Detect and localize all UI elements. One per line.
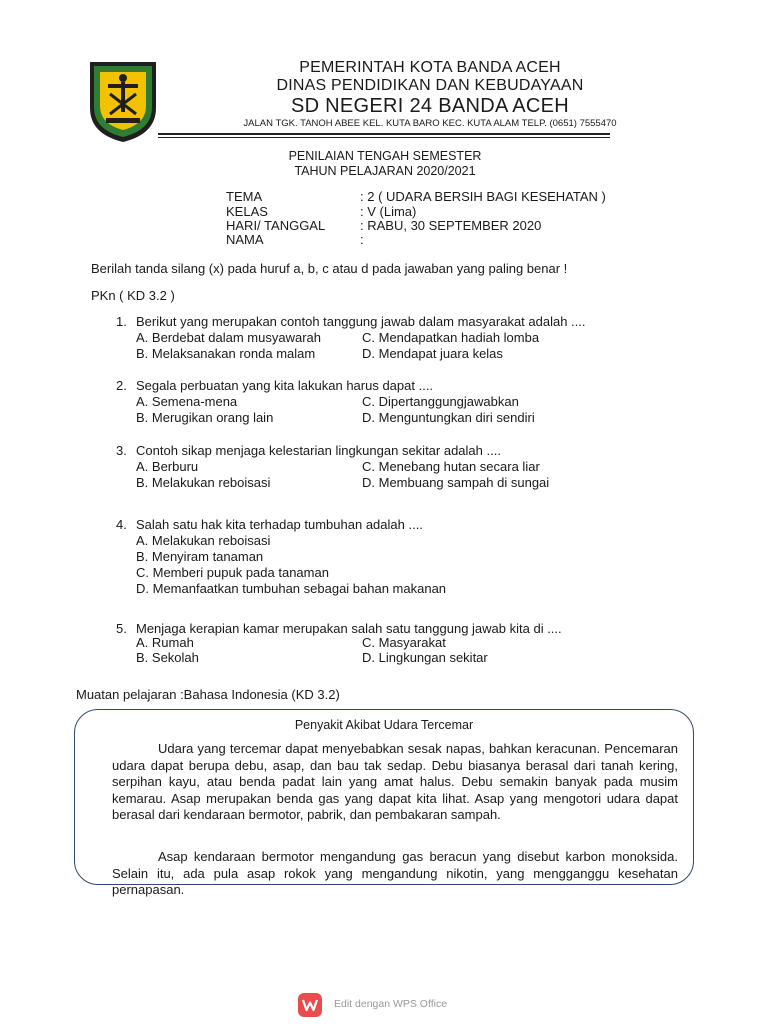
- exam-title: PENILAIAN TENGAH SEMESTER: [288, 149, 482, 163]
- meta-label-kelas: KELAS: [226, 204, 268, 219]
- meta-label-tema: TEMA: [226, 189, 263, 204]
- question-5-option-a: A. Rumah: [136, 635, 194, 650]
- header-divider: [158, 133, 610, 135]
- meta-value-tanggal: : RABU, 30 SEPTEMBER 2020: [360, 218, 542, 233]
- question-2-option-b: B. Merugikan orang lain: [136, 410, 274, 425]
- question-5-number: 5.: [116, 621, 127, 636]
- question-2-number: 2.: [116, 378, 127, 393]
- question-4-option-c: C. Memberi pupuk pada tanaman: [136, 565, 329, 580]
- meta-label-tanggal: HARI/ TANGGAL: [226, 218, 326, 233]
- question-3-option-d: D. Membuang sampah di sungai: [362, 475, 550, 490]
- question-3-number: 3.: [116, 443, 127, 458]
- question-2-text: Segala perbuatan yang kita lakukan harus dapat ....: [136, 378, 434, 393]
- question-1-number: 1.: [116, 314, 127, 329]
- header-department: DINAS PENDIDIKAN DAN KEBUDAYAAN: [276, 77, 584, 94]
- question-5-option-d: D. Lingkungan sekitar: [362, 650, 488, 665]
- question-1-option-d: D. Mendapat juara kelas: [362, 346, 503, 361]
- section-bahasa-indonesia: Muatan pelajaran :Bahasa Indonesia (KD 3.2): [76, 687, 340, 702]
- section-pkn: PKn ( KD 3.2 ): [91, 288, 175, 303]
- question-3-option-c: C. Menebang hutan secara liar: [362, 459, 540, 474]
- question-2-option-d: D. Menguntungkan diri sendiri: [362, 410, 535, 425]
- header-school-name: SD NEGERI 24 BANDA ACEH: [290, 95, 570, 117]
- question-5-option-c: C. Masyarakat: [362, 635, 446, 650]
- question-5-option-b: B. Sekolah: [136, 650, 199, 665]
- question-4-text: Salah satu hak kita terhadap tumbuhan adalah ....: [136, 517, 423, 532]
- question-2-option-a: A. Semena-mena: [136, 394, 238, 409]
- meta-value-nama: :: [360, 232, 364, 247]
- reading-title: Penyakit Akibat Udara Tercemar: [294, 718, 474, 732]
- question-2-option-c: C. Dipertanggungjawabkan: [362, 394, 519, 409]
- wps-edit-link[interactable]: Edit dengan WPS Office: [334, 998, 448, 1010]
- question-4-option-a: A. Melakukan reboisasi: [136, 533, 271, 548]
- question-4-number: 4.: [116, 517, 127, 532]
- reading-paragraph-1: [112, 741, 678, 824]
- meta-value-kelas: : V (Lima): [360, 204, 417, 219]
- question-1-text: Berikut yang merupakan contoh tanggung jawab dalam masyarakat adalah ....: [136, 314, 586, 329]
- question-4-option-b: B. Menyiram tanaman: [136, 549, 264, 564]
- question-3-text: Contoh sikap menjaga kelestarian lingkungan sekitar adalah ....: [136, 443, 501, 458]
- meta-label-nama: NAMA: [226, 232, 264, 247]
- school-logo-icon: [88, 60, 158, 144]
- reading-paragraph-2-text: Asap kendaraan bermotor mengandung gas beracun yang disebut karbon monoksida. Selain itu, ada pula asap rokok yang mengandung nikotin, yang mengganggu kesehatan pernapasan.: [112, 849, 678, 897]
- question-1-option-a: A. Berdebat dalam musyawarah: [136, 330, 321, 345]
- wps-office-icon: [298, 993, 322, 1017]
- exam-year: TAHUN PELAJARAN 2020/2021: [294, 164, 476, 178]
- instruction-text: Berilah tanda silang (x) pada huruf a, b, c atau d pada jawaban yang paling benar !: [91, 261, 568, 276]
- question-1-option-b: B. Melaksanakan ronda malam: [136, 346, 316, 361]
- question-1-option-c: C. Mendapatkan hadiah lomba: [362, 330, 540, 345]
- header-divider-thin: [158, 137, 610, 138]
- header-government: PEMERINTAH KOTA BANDA ACEH: [299, 59, 561, 76]
- question-5-text: Menjaga kerapian kamar merupakan salah satu tanggung jawab kita di ....: [136, 621, 562, 636]
- question-4-option-d: D. Memanfaatkan tumbuhan sebagai bahan makanan: [136, 581, 447, 596]
- reading-paragraph-1-text: Udara yang tercemar dapat menyebabkan sesak napas, bahkan keracunan. Pencemaran udara dapat berupa debu, asap, dan bau tak sedap. Debu biasanya berasal dari tanah kering, serpihan kayu, atau benda padat lain yang amat halus. Debu semakin banyak pada musim kemarau. Asap merupakan benda gas yang dapat kita lihat. Asap yang mengotori udara dapat berasal dari kendaraan bermotor, pabrik, dan pembakaran sampah.: [112, 741, 678, 822]
- header-address: JALAN TGK. TANOH ABEE KEL. KUTA BARO KEC. KUTA ALAM TELP. (0651) 7555470: [243, 118, 617, 129]
- question-3-option-b: B. Melakukan reboisasi: [136, 475, 271, 490]
- question-3-option-a: A. Berburu: [136, 459, 199, 474]
- meta-value-tema: : 2 ( UDARA BERSIH BAGI KESEHATAN ): [360, 189, 606, 204]
- reading-paragraph-2: [112, 849, 678, 899]
